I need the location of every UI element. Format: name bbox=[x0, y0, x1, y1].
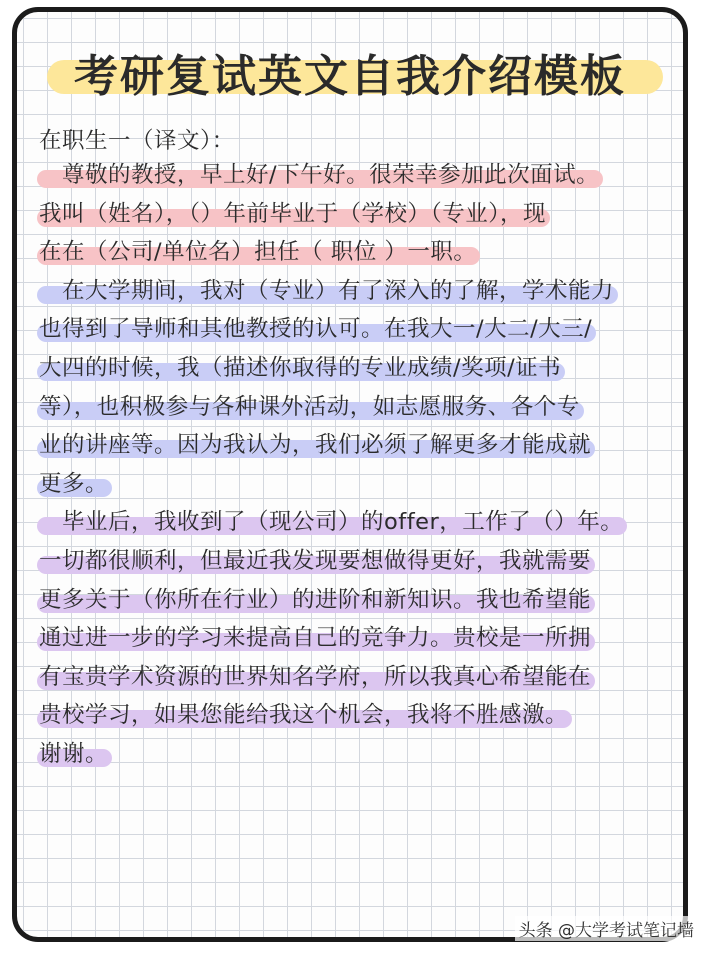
line-text: 在在（公司/单位名）担任（ 职位 ）一职。 bbox=[39, 239, 477, 266]
line-text: 尊敬的教授，早上好/下午好。很荣幸参加此次面试。 bbox=[39, 162, 600, 188]
text-line bbox=[39, 274, 614, 308]
line-text: 贵校学习，如果您能给我这个机会，我将不胜感激。 bbox=[39, 702, 569, 729]
text-line bbox=[39, 660, 591, 694]
text-line bbox=[39, 235, 476, 269]
text-line bbox=[39, 158, 599, 192]
line-text: 也得到了导师和其他教授的认可。在我大一/大二/大三/ bbox=[39, 316, 593, 343]
text-line bbox=[39, 428, 591, 462]
text-line bbox=[39, 737, 108, 771]
line-text: 更多。 bbox=[39, 470, 109, 497]
line-text: 业的讲座等。因为我认为，我们必须了解更多才能成就 bbox=[39, 432, 592, 459]
line-text: 我叫（姓名），（）年前毕业于（学校）（专业），现 bbox=[39, 200, 547, 227]
text-line bbox=[39, 621, 591, 655]
text-line bbox=[39, 197, 546, 231]
page-title: 考研复试英文自我介绍模板 bbox=[74, 51, 626, 102]
text-line bbox=[39, 467, 108, 501]
line-text: 毕业后，我收到了（现公司）的offer，工作了（）年。 bbox=[39, 509, 624, 536]
section-heading: 在职生一（译文）： bbox=[39, 128, 235, 154]
line-text: 等），也积极参与各种课外活动，如志愿服务、各个专 bbox=[39, 393, 580, 420]
text-line bbox=[39, 583, 591, 617]
line-text: 更多关于（你所在行业）的进阶和新知识。我也希望能 bbox=[39, 586, 592, 613]
line-text: 谢谢。 bbox=[39, 741, 109, 767]
document-body bbox=[17, 12, 683, 937]
line-text: 通过进一步的学习来提高自己的竞争力。贵校是一所拥 bbox=[39, 625, 592, 652]
text-line bbox=[39, 390, 580, 424]
text-line bbox=[39, 351, 561, 385]
text-line bbox=[39, 505, 623, 539]
line-text: 大四的时候，我（描述你取得的专业成绩/奖项/证书 bbox=[39, 355, 562, 381]
text-line bbox=[39, 698, 568, 732]
line-text: 在大学期间，我对（专业）有了深入的了解，学术能力 bbox=[39, 277, 615, 304]
line-text: 一切都很顺利，但最近我发现要想做得更好，我就需要 bbox=[39, 548, 592, 574]
text-line bbox=[39, 544, 591, 578]
text-line bbox=[39, 312, 592, 346]
template-card bbox=[12, 7, 688, 942]
watermark: 头条 @大学考试笔记墙 bbox=[515, 916, 698, 941]
line-text: 有宝贵学术资源的世界知名学府，所以我真心希望能在 bbox=[39, 663, 592, 690]
